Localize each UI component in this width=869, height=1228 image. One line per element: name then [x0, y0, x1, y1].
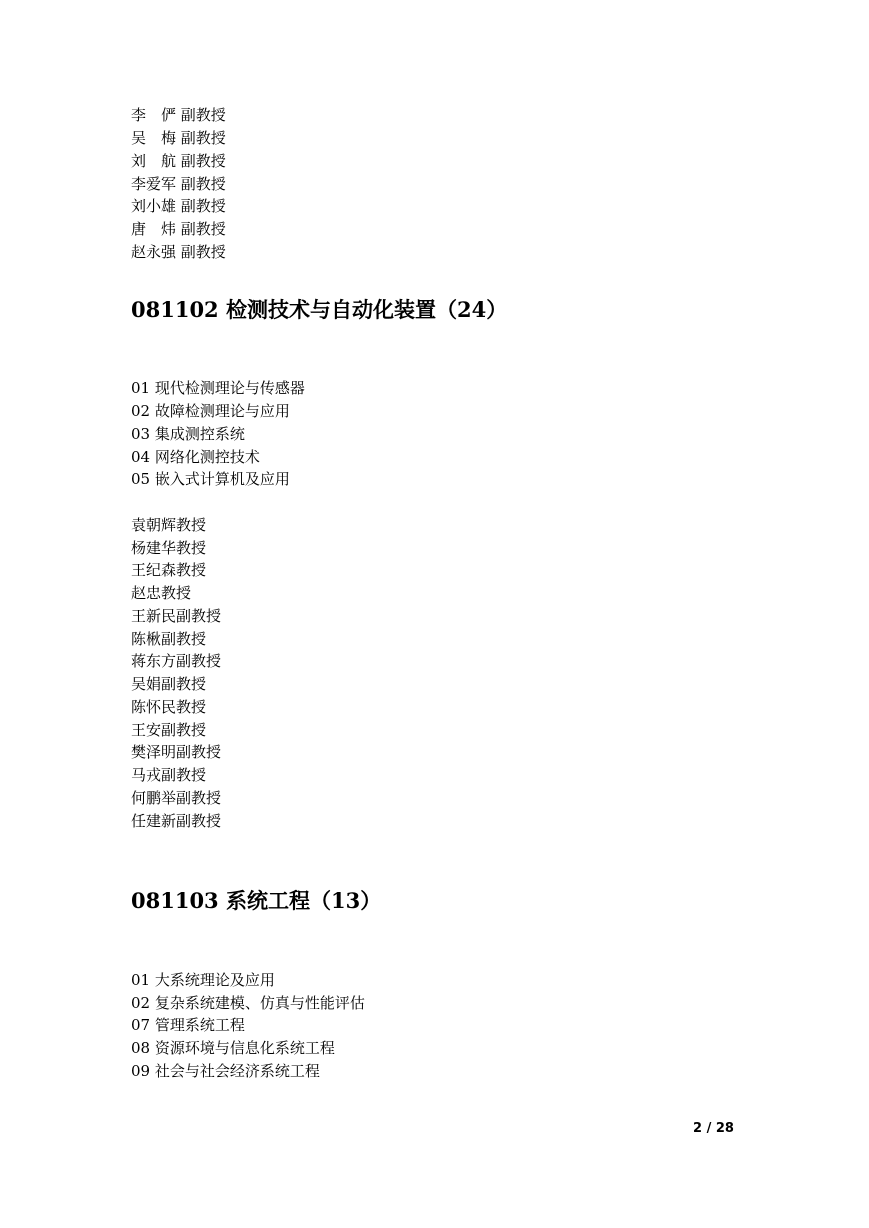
research-direction: 02 复杂系统建模、仿真与性能评估 — [131, 994, 365, 1012]
staff-entry: 李 俨 副教授 — [131, 106, 226, 124]
staff-entry: 樊泽明副教授 — [131, 743, 222, 761]
staff-entry: 袁朝辉教授 — [131, 516, 207, 534]
section-heading: 081103 系统工程（13） — [131, 888, 382, 913]
staff-entry: 马戎副教授 — [131, 766, 207, 784]
staff-entry: 陈楸副教授 — [131, 630, 207, 648]
research-direction: 04 网络化测控技术 — [131, 448, 260, 466]
staff-entry: 杨建华教授 — [131, 539, 207, 557]
staff-entry: 吴 梅 副教授 — [131, 129, 226, 147]
staff-entry: 吴娟副教授 — [131, 675, 207, 693]
staff-entry: 陈怀民教授 — [131, 698, 207, 716]
staff-entry: 任建新副教授 — [131, 812, 222, 830]
section-heading: 081102 检测技术与自动化装置（24） — [131, 297, 508, 322]
page-number: 2 / 28 — [693, 1121, 734, 1136]
staff-entry: 赵忠教授 — [131, 584, 192, 602]
staff-entry: 唐 炜 副教授 — [131, 220, 226, 238]
staff-entry: 刘 航 副教授 — [131, 152, 226, 170]
research-direction: 09 社会与社会经济系统工程 — [131, 1062, 320, 1080]
staff-entry: 何鹏举副教授 — [131, 789, 222, 807]
staff-entry: 李爱军 副教授 — [131, 175, 226, 193]
staff-entry: 王新民副教授 — [131, 607, 222, 625]
research-direction: 05 嵌入式计算机及应用 — [131, 470, 290, 488]
research-direction: 07 管理系统工程 — [131, 1016, 245, 1034]
research-direction: 02 故障检测理论与应用 — [131, 402, 290, 420]
staff-entry: 蒋东方副教授 — [131, 652, 222, 670]
staff-entry: 刘小雄 副教授 — [131, 197, 226, 215]
staff-entry: 王纪森教授 — [131, 561, 207, 579]
staff-entry: 赵永强 副教授 — [131, 243, 226, 261]
staff-entry: 王安副教授 — [131, 721, 207, 739]
research-direction: 03 集成测控系统 — [131, 425, 245, 443]
research-direction: 01 大系统理论及应用 — [131, 971, 275, 989]
research-direction: 01 现代检测理论与传感器 — [131, 379, 305, 397]
research-direction: 08 资源环境与信息化系统工程 — [131, 1039, 335, 1057]
